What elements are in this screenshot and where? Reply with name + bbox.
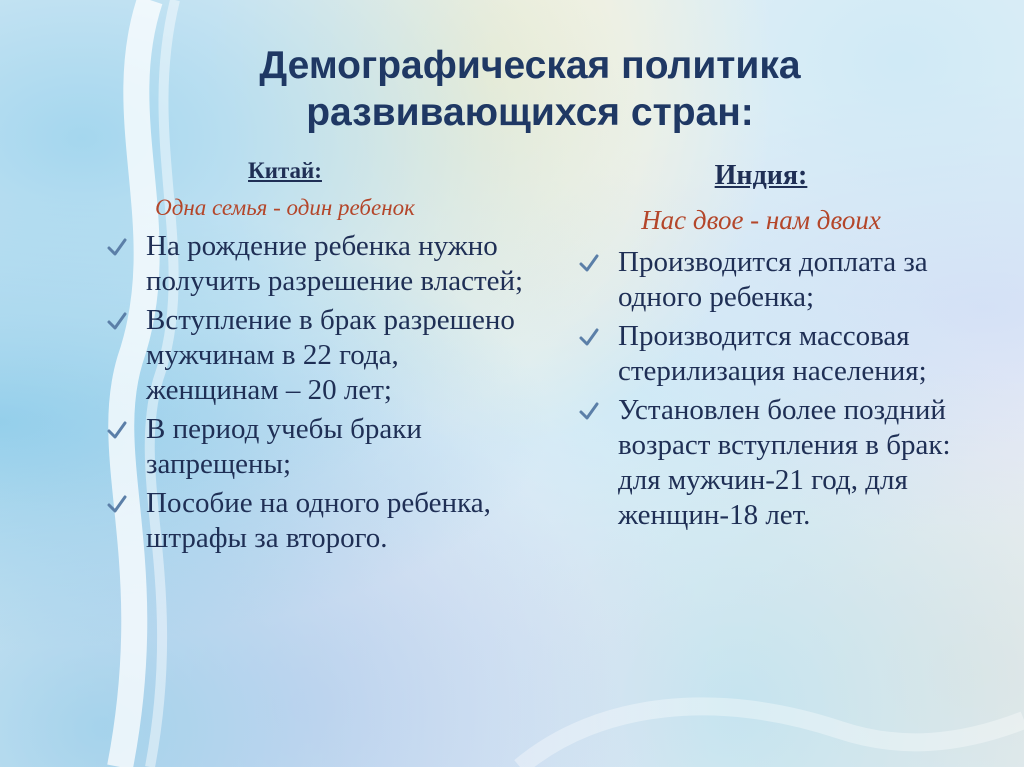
checkmark-icon [578, 252, 600, 274]
china-heading: Китай: [248, 158, 322, 183]
india-column [576, 157, 996, 537]
checkmark-icon [578, 326, 600, 348]
slide-title-line-1: Демографическая политика [259, 44, 801, 87]
list-item-text: На рождение ребенка нужно получить разрешение властей; [146, 230, 524, 297]
list-item [104, 412, 524, 482]
list-item-text: В период учебы браки запрещены; [146, 413, 422, 480]
india-policy-list [576, 245, 996, 533]
checkmark-icon [106, 310, 128, 332]
list-item-text: Установлен более поздний возраст вступления в брак: для мужчин-21 год, для женщин-18 лет. [618, 394, 951, 531]
india-heading: Индия: [714, 160, 808, 191]
china-motto: Одна семья - один ребенок [155, 195, 415, 220]
india-motto: Нас двое - нам двоих [641, 205, 881, 235]
list-item [104, 303, 524, 408]
checkmark-icon [106, 493, 128, 515]
slide-title-line-2: развивающихся стран: [306, 91, 754, 134]
list-item [576, 319, 996, 389]
list-item [104, 486, 524, 556]
china-column [104, 157, 524, 560]
list-item-text: Производится массовая стерилизация населения; [618, 320, 927, 387]
list-item [104, 229, 524, 299]
checkmark-icon [106, 419, 128, 441]
list-item-text: Производится доплата за одного ребенка; [618, 246, 928, 313]
list-item-text: Вступление в брак разрешено мужчинам в 22 года, женщинам – 20 лет; [146, 304, 515, 406]
slide-title [200, 42, 860, 136]
list-item [576, 393, 996, 533]
checkmark-icon [106, 236, 128, 258]
list-item [576, 245, 996, 315]
list-item-text: Пособие на одного ребенка, штрафы за второго. [146, 487, 491, 554]
china-policy-list [104, 229, 524, 556]
checkmark-icon [578, 400, 600, 422]
